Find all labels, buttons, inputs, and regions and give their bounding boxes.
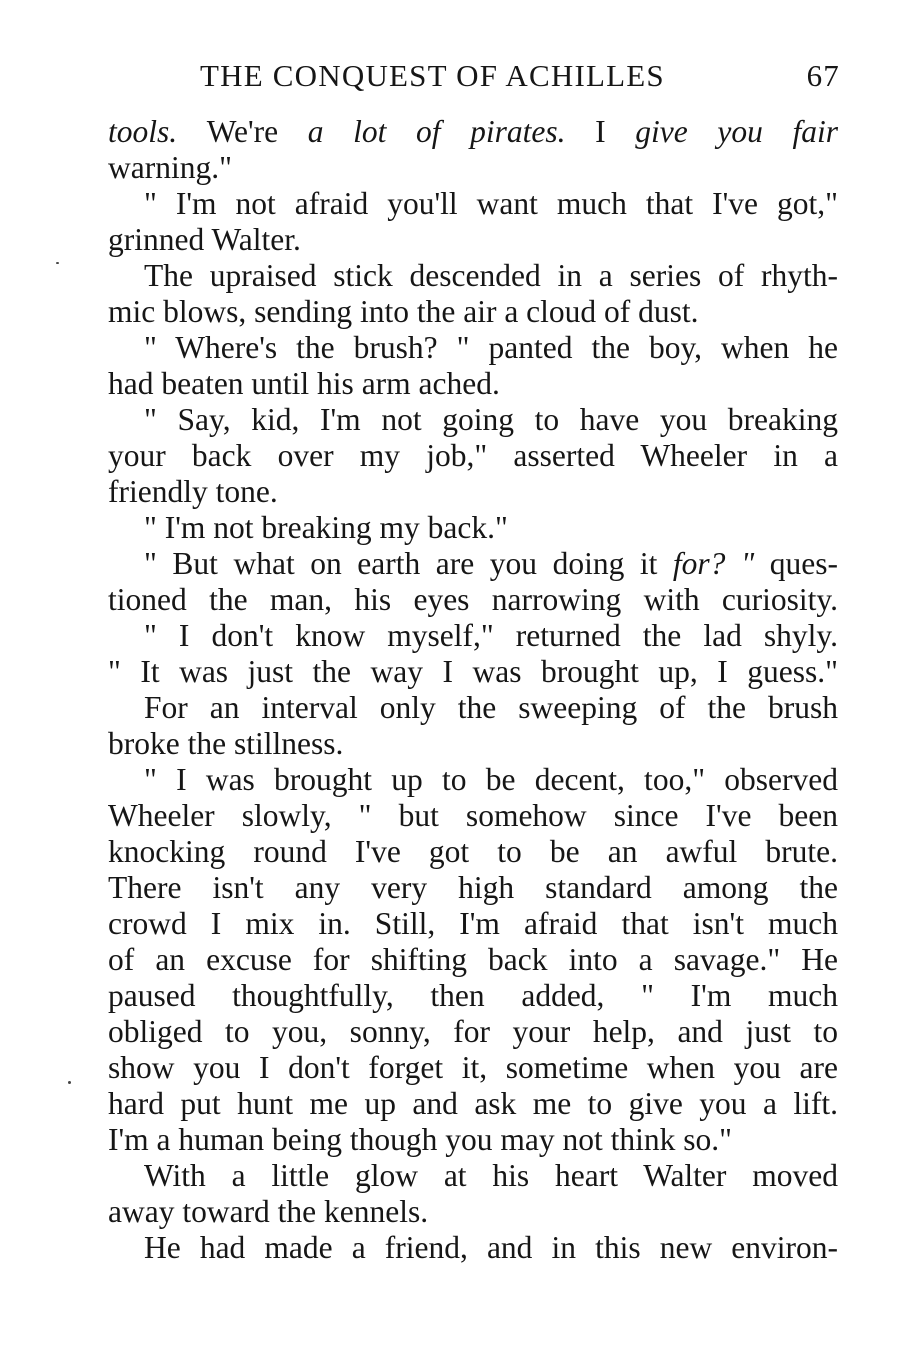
text-line: For an interval only the sweeping of the brush	[144, 690, 838, 725]
text-line: " It was just the way I was brought up, I guess."	[108, 654, 838, 689]
text-line	[108, 546, 838, 582]
text-line: " Where's the brush? " panted the boy, when he	[144, 330, 838, 365]
text-line: your back over my job," asserted Wheeler in a	[108, 438, 838, 473]
italic-text: give you fair	[635, 114, 838, 149]
italic-text: tools.	[108, 114, 207, 149]
text-line: knocking round I've got to be an awful brute.	[108, 834, 838, 869]
text-line: hard put hunt me up and ask me to give you a lift.	[108, 1086, 838, 1121]
text-span: We're	[206, 114, 279, 149]
text-line: crowd I mix in. Still, I'm afraid that isn't much	[108, 906, 838, 941]
text-line: " I'm not breaking my back."	[144, 510, 508, 545]
text-line: grinned Walter.	[108, 222, 301, 257]
text-line: With a little glow at his heart Walter moved	[144, 1158, 838, 1193]
text-line: mic blows, sending into the air a cloud of dust.	[108, 294, 699, 329]
text-line: " I'm not afraid you'll want much that I've got,"	[144, 186, 838, 221]
text-line: " I don't know myself," returned the lad shyly.	[144, 618, 838, 653]
text-line: I'm a human being though you may not think so."	[108, 1122, 732, 1157]
text-line: had beaten until his arm ached.	[108, 366, 500, 401]
text-span: I	[565, 114, 636, 149]
text-line: show you I don't forget it, sometime when you are	[108, 1050, 838, 1085]
text-span: ques-	[754, 546, 838, 581]
text-line: broke the stillness.	[108, 726, 344, 761]
text-span: " But what on earth are you doing it	[144, 546, 673, 581]
text-line: There isn't any very high standard among the	[108, 870, 838, 905]
text-line: obliged to you, sonny, for your help, and just to	[108, 1014, 838, 1049]
text-line: He had made a friend, and in this new environ-	[144, 1230, 838, 1265]
scan-speck	[68, 1081, 71, 1084]
text-line: " Say, kid, I'm not going to have you breaking	[144, 402, 838, 437]
running-header	[200, 56, 840, 96]
text-line: " I was brought up to be decent, too," observed	[144, 762, 838, 797]
italic-text: lot of pirates.	[353, 114, 566, 149]
text-line: of an excuse for shifting back into a savage." He	[108, 942, 838, 977]
page-body	[108, 114, 838, 1266]
text-line: tioned the man, his eyes narrowing with curiosity.	[108, 582, 838, 617]
text-line: The upraised stick descended in a series of rhyth-	[144, 258, 838, 293]
running-title: THE CONQUEST OF ACHILLES	[200, 58, 665, 93]
text-line	[108, 114, 838, 150]
text-line: warning."	[108, 150, 232, 185]
text-line: Wheeler slowly, " but somehow since I've been	[108, 798, 838, 833]
italic-text: a	[278, 114, 354, 149]
text-line: paused thoughtfully, then added, " I'm much	[108, 978, 838, 1013]
text-line: away toward the kennels.	[108, 1194, 429, 1229]
page-number: 67	[806, 58, 840, 93]
scan-speck	[56, 262, 59, 264]
italic-text: for? "	[672, 546, 755, 581]
text-line: friendly tone.	[108, 474, 278, 509]
